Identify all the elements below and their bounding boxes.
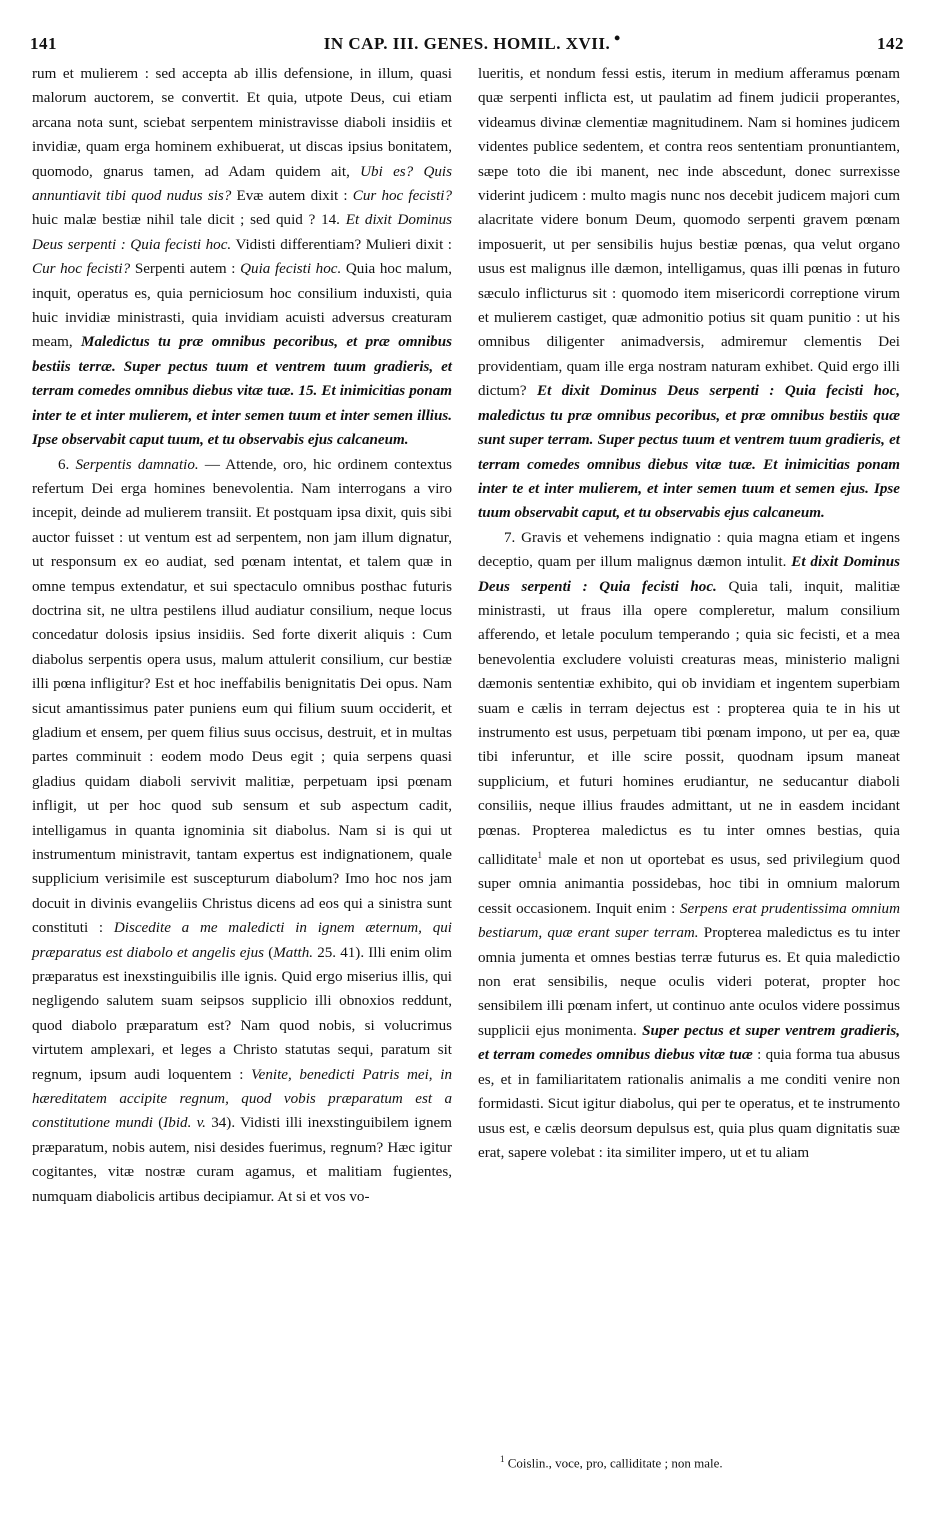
- text-run: : quia forma tua abusus es, et in familiaritatem rationalis animalis a me conditi venire non formidasti. Sicut igitur diabolus, qui per te operatus, et te instrumento usus est, e cælis deorsum depulsus est, quia plus quam dignitatis suæ erat, sapere volebat : ita similiter impero, ut et tu aliam: [478, 1047, 900, 1161]
- emphasized-text: Maledictus tu præ omnibus pecoribus, et præ omnibus bestiis terræ. Super pectus tuum et ventrem tuum gradieris, et terram comedes omnibus diebus vitæ tuæ. 15. Et inimicitias ponam inter te et inter mulierem, et inter semen tuum et inter semen illius. Ipse observabit caput tuum, et tu observabis ejus calcaneum.: [32, 334, 452, 449]
- left-paragraph-2: [32, 453, 452, 1210]
- running-title: IN CAP. III. GENES. HOMIL. XVII.: [323, 34, 611, 53]
- text-run: Quia hoc malum, inquit, operatus es, quia perniciosum hoc consilium induxisti, quia huic invidiæ ministrasti, quia invidiam acuisti adversus creaturam meam,: [32, 261, 452, 351]
- text-run: Propterea maledictus es tu inter omnia jumenta et omnes bestias terræ futurus es. Et quia maledictio non erat sensibilis, neque oculis videri poterat, propter hoc sensibilem illi pœnam infert, ut continuo ante oculos videre possimus supplicii ejus monimenta.: [478, 925, 900, 1039]
- emphasized-text: Ibid. v.: [163, 1115, 206, 1132]
- text-run: , pro,: [579, 1455, 610, 1471]
- emphasized-text: Ubi es? Quis annuntiavit tibi quod nudus sis?: [32, 163, 452, 205]
- running-header: [30, 34, 904, 58]
- text-run: male et non ut oportebat es usus, sed privilegium quod super omnia animantia possidebas, hoc tibi in omnium malorum cessit occasionem. Inquit enim :: [478, 852, 900, 917]
- text-run: Evæ autem dixit :: [231, 188, 353, 205]
- text-run: — Attende, oro, hic ordinem contextus refertum Dei erga homines benevolentia. Nam interrogans a viro incepit, deinde ad mulierem transiit. Et postquam ipsa dixit, quis sibi auctor fuisset : ut ventum est ad serpentem, non jam illum dignatur, ut responsum ex eo audiat, sed pœnam intentat, et talem quæ in omne tempus extendatur, et sui spectaculo omnibus posthac futuris doctrina sit, ne ultra pestilens illud audiatur consilium, neque locus concedatur dolosis ipsius insidiis. Sed forte dixerit aliquis : Cum diabolus serpentis opera usus, malum attulerit consilium, cur bestiæ illi pœna infligitur? Est et hoc ineffabilis benignitatis Dei opus. Nam sicut amantissimus pater puniens eum qui filium suum occiderit, et gladium et ensem, per quem filius suus occisus, destruit, et in multas partes comminuit : eodem modo Deus egit ; quia serpens quasi gladius quidam diaboli servivit malitiæ, perpetuam ipsi pœnam infligit, ut per hoc quod sub sensum et sub aspectum cadit, intelligamus in quanta ignominia sit diabolus. Nam si is qui ut instrumentum ministravit, tantam expertus est indignationem, quale supplicium verisimile est suscepturum diabolum? Imo hoc nos jam docuit in divinis evangeliis Christus dicens ad eos qui a sinistra sunt constituti :: [32, 456, 453, 937]
- emphasized-text: Et dixit Dominus Deus serpenti : Quia fecisti hoc, maledictus tu præ omnibus pecoribus, et præ omnibus bestiis quæ sunt super terram. Super pectus tuum et ventrem tuum gradieris, et terram comedes omnibus diebus vitæ tuæ. Et inimicitias ponam inter te et inter mulierem, et inter semen tuum et semen ejus. Ipse tuum observabit caput, et tu observabis ejus calcaneum.: [478, 383, 900, 522]
- footnote-reference: 1: [537, 850, 543, 860]
- text-run: 6.: [58, 456, 76, 473]
- printer-dot-mark: •: [614, 28, 621, 48]
- text-run: Quia tali, inquit, malitiæ ministrasti, ut fraus illa opere compleretur, malum consilium afferendo, et letale poculum temperando ; quia sic fecisti, et a mea benevolentia excludere voluisti creaturas meas, ministerio maligni dæmonis sententiæ exhibito, qui ob invidiam et ingentem superbiam suam e cælis in terram dejectus est : propterea quia te in his ut instrumento est usus, perpetuam tibi pœnam impono, ut per ea, quæ tibi inferuntur, et ille scire possit, quodnam ipsum maneat supplicium, et futuri homines erudiantur, ne seducantur diaboli consiliis, neque illius fraudes admittant, ut ne in easdem incidant pœnas. Propterea maledictus es tu inter omnes bestias, quia calliditate: [478, 578, 900, 869]
- emphasized-text: Serpentis damnatio.: [75, 456, 199, 473]
- text-run: 34). Vidisti illi inexstinguibilem ignem præparatum, nobis autem, nisi desides fuerimus, regnum? Hæc igitur cogitantes, vitæ nostræ curam agamus, et malitiam fugientes, numquam diabolicis artibus decipiamur. At si et vos vo-: [32, 1115, 452, 1205]
- footnote: [500, 1450, 900, 1472]
- footnote-text: [505, 1455, 723, 1470]
- text-run: lueritis, et nondum fessi estis, iterum in medium afferamus pœnam quæ serpenti inflicta est, ut paulatim ad finem judicii properantes, videamus divinæ clementiæ magnitudinem. Nam si homines judicem videntes publice sedentem, et contra reos sententiam pronuntiantem, sæpe toto die ibi manent, nec inde abscedunt, donec surrexisse viderint judicem : multo magis nunc nos decebit judicem majori cum alacritate videre bonum Deum, quomodo serpenti gravem pœnam imposuerit, ut per sensibilis hujus bestiæ pœnas, qua velut organo usus est malignus ille dæmon, intelligamus, quas illi pœnas in futuro sæculo inflicturus sit : quomodo item misericordi correptione virum et mulierem castiget, quæ admonitio potius sit quam punitio : ut his omnibus diligenter animadversis, admiremur clementis Dei providentiam, quam ille erga nostram naturam exhibet. Quid ergo illi dictum?: [478, 66, 900, 400]
- page-number-left: 141: [30, 34, 57, 53]
- emphasized-text: Super pectus et super ventrem gradieris, et terram comedes omnibus diebus vitæ tuæ: [478, 1022, 900, 1064]
- text-run: Coislin.,: [504, 1455, 556, 1471]
- emphasized-text: Et dixit Dominus Deus serpenti : Quia fecisti hoc.: [478, 554, 900, 595]
- text-run: Vidisti differentiam? Mulieri dixit :: [231, 236, 452, 253]
- emphasized-text: Cur hoc fecisti?: [32, 261, 131, 278]
- emphasized-text: Cur hoc fecisti?: [352, 188, 453, 205]
- emphasized-text: Venite, benedicti Patris mei, in hæreditatem accipite regnum, quod vobis præparatum est a constitutione mundi: [32, 1066, 452, 1132]
- text-run: ; non male.: [661, 1455, 723, 1471]
- right-paragraph-1: [478, 62, 900, 526]
- text-run: 25. 41). Illi enim olim præparatus est inexstinguibilis ille ignis. Quid ergo miserius illis, qui negligendo salutem suam seipsos supplicio illi obnoxios reddunt, quod diabolo præparatum est? Nam quod nobis, si volucrimus virtutem amplexari, et leges a Christo statutas sequi, paratum sit regnum, ipsum audi loquentem :: [32, 944, 452, 1083]
- emphasized-text: calliditate: [609, 1455, 662, 1471]
- emphasized-text: Et dixit Dominus Deus serpenti : Quia fecisti hoc.: [32, 212, 453, 253]
- emphasized-text: Quia fecisti hoc.: [240, 261, 342, 278]
- emphasized-text: Serpens erat prudentissima omnium bestiarum, quæ erant super terram.: [478, 900, 900, 942]
- text-run: huic malæ bestiæ nihil tale dicit ; sed quid ? 14.: [32, 212, 346, 229]
- emphasized-text: Discedite a me maledicti in ignem æternum, qui præparatus est diabolo et angelis ejus: [32, 920, 452, 961]
- text-run: 7. Gravis et vehemens indignatio : quia magna etiam et ingens deceptio, quam per illum malignus dæmon intulit.: [478, 529, 900, 571]
- left-column: [32, 62, 452, 1209]
- text-run: (: [264, 944, 274, 961]
- right-paragraph-2: [478, 526, 900, 1166]
- left-paragraph-1: [32, 62, 452, 453]
- emphasized-text: voce: [555, 1455, 580, 1471]
- text-run: rum et mulierem : sed accepta ab illis defensione, in illum, quasi malorum auctorem, se convertit. Et quia, utpote Deus, cui etiam arcana nota sunt, sciebat serpentem ministravisse diaboli insidiis et invidiæ, quam erga hominem exhibuerat, ut discas ipsius bonitatem, quomodo, gnarus tamen, ad Adam quidem ait,: [32, 66, 452, 180]
- footnote-mark: 1: [500, 1454, 505, 1464]
- emphasized-text: Matth.: [273, 944, 314, 961]
- page-number-right: 142: [877, 34, 904, 53]
- right-column: [478, 62, 900, 1165]
- text-run: (: [152, 1115, 164, 1132]
- text-run: Serpenti autem :: [130, 261, 241, 278]
